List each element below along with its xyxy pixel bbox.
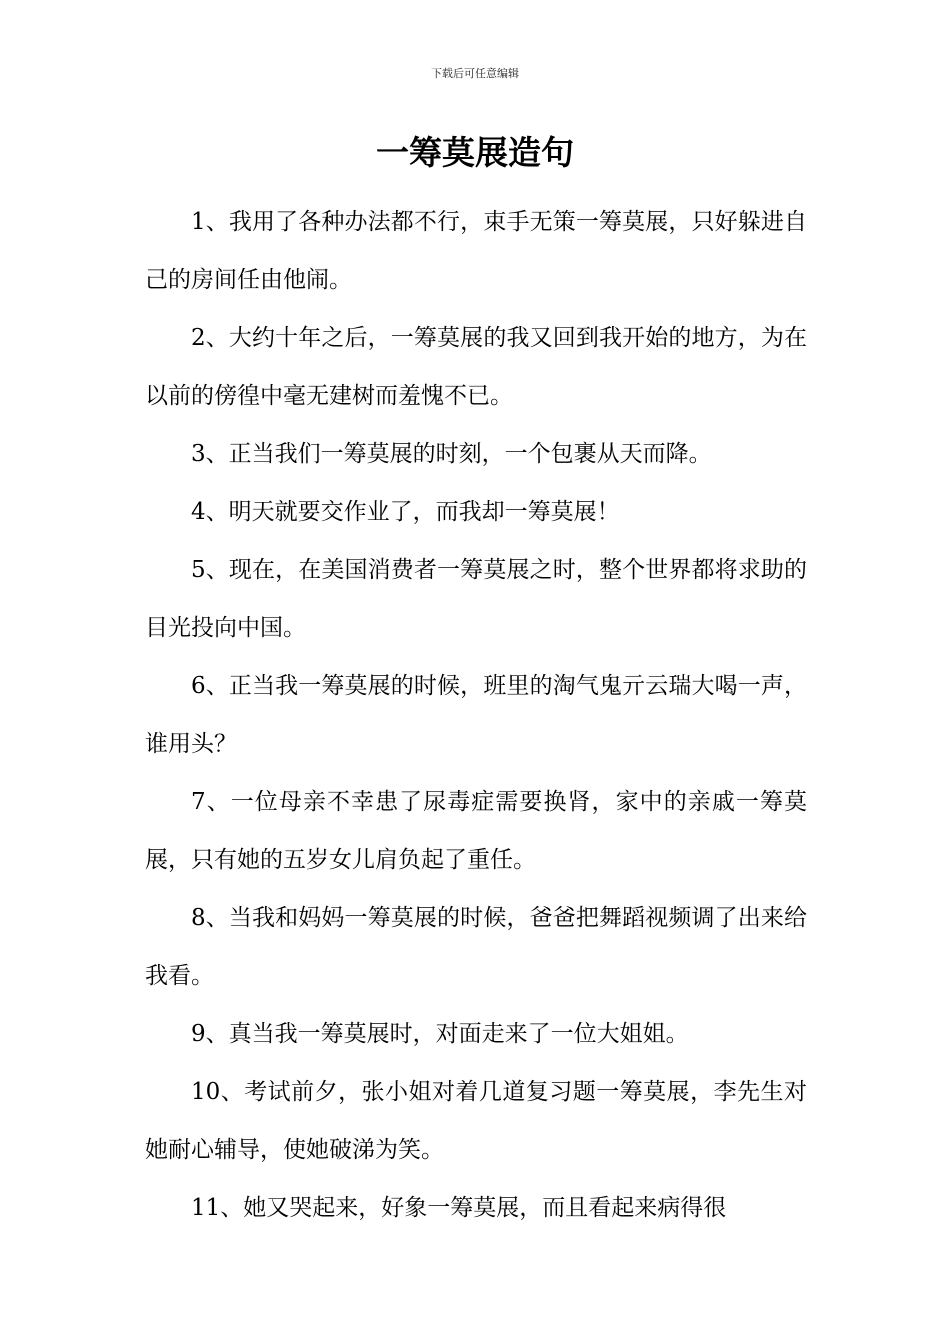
sentence-5: 5、现在，在美国消费者一筹莫展之时，整个世界都将求助的目光投向中国。 — [145, 557, 807, 641]
sentence-9: 9、真当我一筹莫展时，对面走来了一位大姐姐。 — [191, 1021, 689, 1047]
sentence-1: 1、我用了各种办法都不行，束手无策一筹莫展，只好躲进自己的房间任由他闹。 — [145, 209, 807, 293]
sentence-4: 4、明天就要交作业了，而我却一筹莫展！ — [191, 499, 620, 525]
sentence-3: 3、正当我们一筹莫展的时刻，一个包裹从天而降。 — [191, 441, 712, 467]
sentence-10: 10、考试前夕，张小姐对着几道复习题一筹莫展，李先生对她耐心辅导，使她破涕为笑。 — [145, 1079, 807, 1163]
sentence-8: 8、当我和妈妈一筹莫展的时候，爸爸把舞蹈视频调了出来给我看。 — [145, 905, 807, 989]
document-body — [145, 193, 807, 1237]
sentence-7: 7、一位母亲不幸患了尿毒症需要换肾，家中的亲戚一筹莫展，只有她的五岁女儿肩负起了重任。 — [145, 789, 807, 873]
header-note: 下载后可任意编辑 — [431, 67, 519, 80]
sentence-6: 6、正当我一筹莫展的时候，班里的淘气鬼亓云瑞大喝一声，谁用头？ — [145, 673, 807, 757]
sentence-11: 11、她又哭起来，好象一筹莫展，而且看起来病得很 — [191, 1195, 727, 1221]
sentence-2: 2、大约十年之后，一筹莫展的我又回到我开始的地方，为在以前的傍徨中毫无建树而羞愧不已。 — [145, 325, 807, 409]
document-title: 一筹莫展造句 — [376, 133, 574, 172]
